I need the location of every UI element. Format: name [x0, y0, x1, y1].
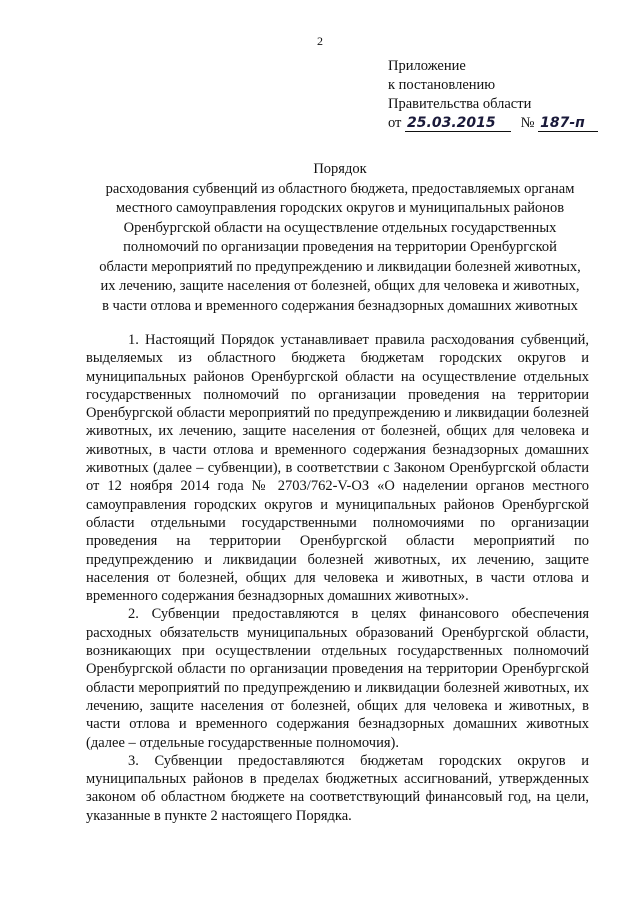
- date-field: [405, 116, 511, 132]
- approval-line-appendix: Приложение: [388, 58, 466, 74]
- approval-line-government: Правительства области: [388, 96, 532, 112]
- document-title: [60, 160, 620, 316]
- number-label: №: [520, 115, 535, 131]
- title-line: области мероприятий по предупреждению и ликвидации болезней животных,: [99, 258, 581, 275]
- from-label: от: [388, 115, 402, 131]
- title-line: их лечению, защите населения от болезней, общих для человека и животных,: [100, 278, 580, 294]
- title-line: в части отлова и временного содержания безнадзорных домашних животных: [102, 297, 578, 314]
- title-line: местного самоуправления городских округов и муниципальных районов: [115, 200, 565, 216]
- paragraph-2: 2. Субвенции предоставляются в целях финансового обеспечения расходных обязательств муниципальных образований Оренбургской области, возникающих при осуществлении отдельных государственных полномочий Оренбургской области по организации проведения на территории Оренбургской области мероприятий по предупреждению и ликвидации болезней животных, их лечению, защите населения от болезней, общих для человека и животных, в части отлова и временного содержания безнадзорных домашних животных (далее – отдельные государственные полномочия).: [86, 606, 589, 751]
- title-heading: Порядок: [313, 161, 367, 177]
- approval-block: [388, 57, 628, 133]
- document-body: [86, 331, 589, 825]
- paragraph-1: 1. Настоящий Порядок устанавливает правила расходования субвенций, выделяемых из областного бюджета бюджетам городских округов и муниципальных районов Оренбургской области на осуществление отдельных государственных полномочий по организации проведения на территории Оренбургской области мероприятий по предупреждению и ликвидации болезней животных, их лечению, защите населения от болезней, общих для человека и животных, в части отлова и временного содержания безнадзорных домашних животных (далее – субвенции), в соответствии с Законом Оренбургской области от 12 ноября 2014 года № 2703/762-V-ОЗ «О наделении органов местного самоуправления городских округов и муниципальных районов Оренбургской области отдельными государственными полномочиями по организации проведения на территории Оренбургской области мероприятий по предупреждению и ликвидации болезней животных, их лечению, защите населения от болезней, общих для человека и животных, в части отлова и временного содержания безнадзорных домашних животных».: [86, 332, 589, 605]
- handwritten-date: 25.03.2015: [407, 115, 496, 131]
- approval-date-number-row: [388, 114, 628, 133]
- page-number: 2: [317, 34, 323, 48]
- approval-line-resolution: к постановлению: [388, 77, 496, 93]
- number-field: [538, 116, 598, 132]
- paragraph-3: 3. Субвенции предоставляются бюджетам городских округов и муниципальных районов в пределах бюджетных ассигнований, утвержденных законом об областном бюджете на соответствующий финансовый год, на цели, указанные в пункте 2 настоящего Порядка.: [86, 752, 589, 824]
- handwritten-number: 187-п: [540, 115, 585, 131]
- title-line: полномочий по организации проведения на территории Оренбургской: [123, 239, 557, 255]
- title-line: Оренбургской области на осуществление отдельных государственных: [123, 219, 557, 236]
- title-line: расходования субвенций из областного бюджета, предоставляемых органам: [105, 180, 575, 197]
